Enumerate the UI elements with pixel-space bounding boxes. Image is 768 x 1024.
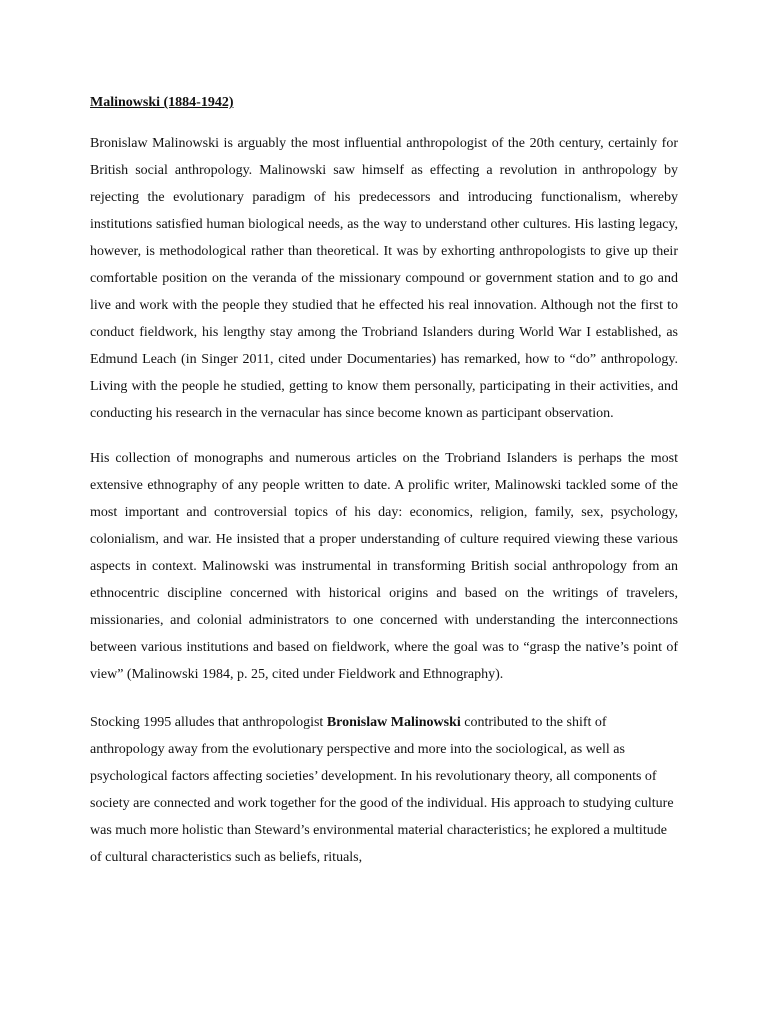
paragraph-3-bold-name: Bronislaw Malinowski <box>326 715 461 730</box>
paragraph-1: Bronislaw Malinowski is arguably the most influential anthropologist of the 20th century, certainly for British social anthropology. Malinowski saw himself as effecting a revolution in anthropology by rejecting the evolutionary paradigm of his predecessors and introducing functionalism, whereby institutions satisfied human biological needs, as the way to understand other cultures. His lasting legacy, however, is methodological rather than theoretical. It was by exhorting anthropologists to give up their comfortable position on the veranda of the missionary compound or government station and to go and live and work with the people they studied that he effected his real innovation. Although not the first to conduct fieldwork, his lengthy stay among the Trobriand Islanders during World War I established, as Edmund Leach (in Singer 2011, cited under Documentaries) has remarked, how to “do” anthropology. Living with the people he studied, getting to know them personally, participating in their activities, and conducting his research in the vernacular has since become known as participant observation. <box>90 136 678 421</box>
paragraph-2: His collection of monographs and numerous articles on the Trobriand Islanders is perhaps the most extensive ethnography of any people written to date. A prolific writer, Malinowski tackled some of the most important and controversial topics of his day: economics, religion, family, sex, psychology, colonialism, and war. He insisted that a proper understanding of culture required viewing these various aspects in context. Malinowski was instrumental in transforming British social anthropology from an ethnocentric discipline concerned with historical origins and based on the writings of travelers, missionaries, and colonial administrators to one concerned with understanding the interconnections between various institutions and based on fieldwork, where the goal was to “grasp the native’s point of view” (Malinowski 1984, p. 25, cited under Fieldwork and Ethnography). <box>90 451 678 682</box>
paragraph-3-text-end: contributed to the shift of anthropology away from the evolutionary perspective and more into the sociological, as well as psychological factors affecting societies’ development. In his revolutionary theory, all components of society are connected and work together for the good of the individual. His approach to studying culture was much more holistic than Steward’s environmental material characteristics; he explored a multitude of cultural characteristics such as beliefs, rituals, <box>90 715 674 865</box>
paragraph-3 <box>90 709 678 871</box>
document-page <box>90 94 678 871</box>
document-heading: Malinowski (1884-1942) <box>90 95 234 110</box>
paragraph-3-text-start: Stocking 1995 alludes that anthropologist <box>90 715 327 730</box>
